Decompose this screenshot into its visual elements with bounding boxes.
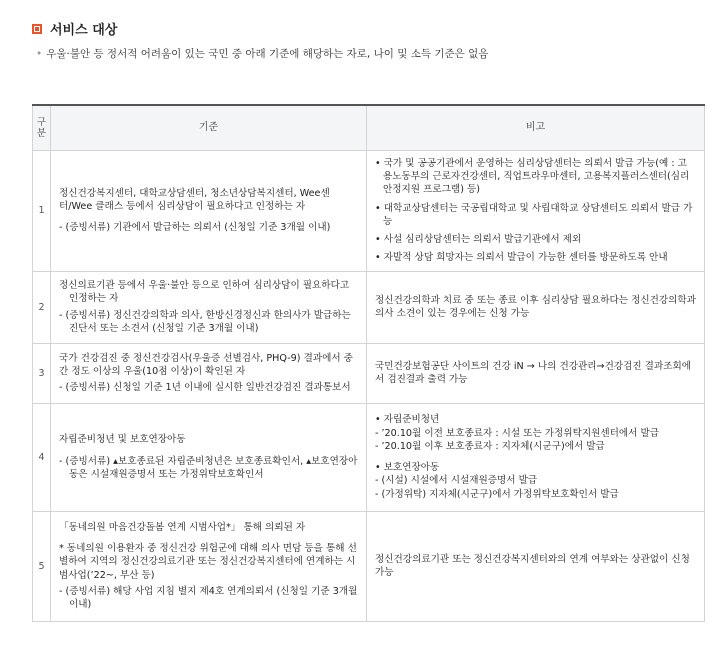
remarks-cell	[367, 151, 705, 272]
row-number: 3	[33, 343, 51, 403]
remarks-cell: 정신건강의료기관 또는 정신건강복지센터와의 연계 여부와는 상관없이 신청 가능	[367, 511, 705, 621]
bullet-dot-icon: •	[36, 48, 43, 60]
table-row	[33, 151, 705, 272]
remark-line: - (가정위탁) 지자체(시군구)에서 가정위탁보호확인서 발급	[375, 488, 619, 500]
remark-line: • 보호연장아동	[375, 462, 440, 474]
criteria-main: 정신의료기관 등에서 우울·불안 등으로 인하여 심리상담이 필요하다고 인정하는 자	[59, 280, 350, 305]
criteria-main: 「동네의원 마음건강돌봄 연계 시범사업*」 통해 의뢰된 자	[59, 521, 306, 533]
remarks-cell: 국민건강보험공단 사이트의 건강 iN → 나의 건강관리→건강검진 결과조회에서 검진결과 출력 가능	[367, 343, 705, 403]
row-number: 2	[33, 271, 51, 343]
eligibility-table	[32, 104, 705, 622]
criteria-evidence: - (증빙서류) ▴보호종료된 자립준비청년은 보호종료확인서, ▴보호연장아동은 시설재원증명서 또는 가정위탁보호확인서	[59, 455, 358, 480]
remark-line: • 자립준비청년	[375, 414, 440, 426]
remark-line: - ’20.10월 이후 보호종료자 : 지자체(시군구)에서 발급	[375, 440, 605, 452]
table-row	[33, 343, 705, 403]
header-remarks: 비고	[367, 105, 705, 151]
remark-item: • 대학교상담센터는 국공립대학교 및 사립대학교 상담센터도 의뢰서 발급 가능	[375, 202, 693, 227]
criteria-main: 정신건강복지센터, 대학교상담센터, 청소년상담복지센터, Wee센터/Wee 클래스 등에서 심리상담이 필요하다고 인정하는 자	[59, 187, 330, 213]
remark-line: - (시설) 시설에서 시설재원증명서 발급	[375, 475, 538, 487]
row-number: 4	[33, 403, 51, 511]
header-no: 구분	[33, 105, 51, 151]
orange-square-bullet-icon	[32, 24, 42, 34]
remark-item: • 국가 및 공공기관에서 운영하는 심리상담센터는 의뢰서 발급 가능(예 : 고용노동부의 근로자건강센터, 직업트라우마센터, 고용복지플러스센터(심리안정지원 프로그램) 등)	[375, 158, 690, 196]
criteria-cell	[51, 511, 367, 621]
criteria-main: 국가 건강검진 중 정신건강검사(우울증 선별검사, PHQ-9) 결과에서 중간 정도 이상의 우울(10점 이상)이 확인된 자	[59, 352, 353, 378]
remark-item: • 사설 심리상담센터는 의뢰서 발급기관에서 제외	[375, 234, 582, 246]
criteria-cell	[51, 151, 367, 272]
section-header	[32, 19, 117, 38]
criteria-evidence: - (증빙서류) 기관에서 발급하는 의뢰서 (신청일 기준 3개월 이내)	[59, 222, 331, 234]
remarks-cell: 정신건강의학과 치료 중 또는 종료 이후 심리상담 필요하다는 정신건강의학과 의사 소견이 있는 경우에는 신청 가능	[367, 271, 705, 343]
criteria-evidence: - (증빙서류) 해당 사업 지침 별지 제4호 연계의뢰서 (신청일 기준 3개월 이내)	[59, 585, 358, 611]
table-header-row	[33, 105, 705, 151]
table-row	[33, 271, 705, 343]
section-note	[36, 46, 488, 61]
criteria-footnote: * 동네의원 이용환자 중 정신건강 위험군에 대해 의사 면담 등을 통해 선별하여 지역의 정신건강의료기관 또는 정신건강복지센터에 연계하는 시범사업(’22~, 부산 등)	[59, 543, 357, 581]
criteria-cell	[51, 403, 367, 511]
section-title: 서비스 대상	[50, 23, 118, 38]
criteria-evidence: - (증빙서류) 신청일 기준 1년 이내에 실시한 일반건강검진 결과통보서	[59, 382, 351, 394]
criteria-main: 자립준비청년 및 보호연장아동	[59, 434, 186, 446]
row-number: 5	[33, 511, 51, 621]
criteria-evidence: - (증빙서류) 정신건강의학과 의사, 한방신경정신과 한의사가 발급하는 진단서 또는 소견서 (신청일 기준 3개월 이내)	[59, 309, 351, 334]
criteria-cell	[51, 271, 367, 343]
row-number: 1	[33, 151, 51, 272]
table-row	[33, 511, 705, 621]
remarks-cell	[367, 403, 705, 511]
note-text: 우울·불안 등 정서적 어려움이 있는 국민 중 아래 기준에 해당하는 자로, 나이 및 소득 기준은 없음	[46, 48, 489, 60]
table-row	[33, 403, 705, 511]
header-criteria: 기준	[51, 105, 367, 151]
criteria-cell	[51, 343, 367, 403]
remark-line: - ’20.10월 이전 보호종료자 : 시설 또는 가정위탁지원센터에서 발급	[375, 427, 660, 439]
remark-item: • 자발적 상담 희망자는 의뢰서 발급이 가능한 센터를 방문하도록 안내	[375, 252, 668, 264]
